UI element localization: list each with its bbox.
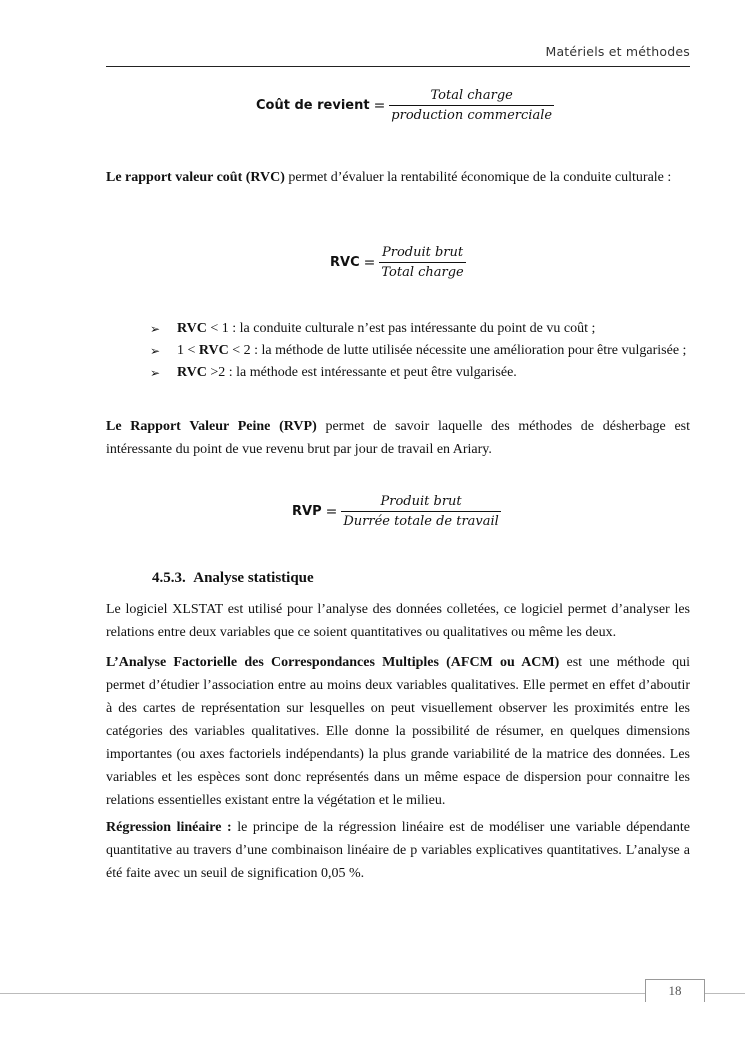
xlstat-paragraph: Le logiciel XLSTAT est utilisé pour l’analyse des données colletées, ce logiciel permet d’analyser les relations entre deux variables que ce soient quantitatives ou qualitatives ou même les deux.: [106, 602, 690, 640]
section-number: 4.5.3.: [152, 570, 186, 586]
afcm-paragraph: [106, 651, 690, 812]
equals-sign: =: [363, 254, 376, 271]
formula-label: RVP: [292, 504, 322, 519]
formula-cout-de-revient: [256, 88, 554, 123]
regression-term: Régression linéaire :: [106, 820, 232, 835]
rvc-criteria-list: [150, 318, 690, 384]
denominator: Total charge: [379, 262, 465, 280]
numerator: Produit brut: [380, 494, 462, 509]
running-header: Matériels et méthodes: [545, 44, 690, 59]
list-item: [150, 318, 690, 340]
regression-paragraph: [106, 816, 690, 885]
bullet-term: RVC: [177, 365, 207, 380]
formula-rvp: [292, 494, 501, 529]
bullet-term: RVC: [177, 321, 207, 336]
header-rule: [106, 66, 690, 67]
fraction: [379, 245, 465, 280]
bullet-text: < 2 : la méthode de lutte utilisée nécessite une amélioration pour être vulgarisée ;: [228, 343, 687, 358]
rvc-intro-paragraph: [106, 166, 690, 189]
equals-sign: =: [373, 97, 386, 114]
rvc-intro-text: permet d’évaluer la rentabilité économique de la conduite culturale :: [284, 170, 672, 185]
rvp-term: Le Rapport Valeur Peine (RVP): [106, 419, 317, 434]
list-item: [150, 362, 690, 384]
denominator: Durrée totale de travail: [341, 511, 501, 529]
bullet-term: RVC: [198, 343, 229, 358]
fraction: [341, 494, 501, 529]
rvp-intro-text: permet de savoir laquelle des méthodes de désherbage est intéressante du point de vue revenu brut par jour de travail en Ariary.: [106, 419, 690, 457]
bullet-prefix: 1 <: [177, 343, 199, 358]
page-number: 18: [645, 979, 705, 1002]
section-title: Analyse statistique: [193, 570, 314, 586]
rvp-intro-paragraph: [106, 415, 690, 461]
arrow-bullet-icon: ➢: [150, 366, 161, 380]
afcm-term: L’Analyse Factorielle des Correspondances Multiples (AFCM ou ACM): [106, 655, 560, 670]
denominator: production commerciale: [389, 105, 554, 123]
numerator: Total charge: [430, 88, 513, 103]
formula-label: Coût de revient: [256, 98, 370, 113]
fraction: [389, 88, 554, 123]
regression-text: le principe de la régression linéaire est de modéliser une variable dépendante quantitative au travers d’une combinaison linéaire de p variables explicatives quantitatives. L’analyse a été faite avec un seuil de signification 0,05 %.: [106, 820, 690, 881]
arrow-bullet-icon: ➢: [150, 322, 161, 336]
list-item: [150, 340, 690, 362]
section-heading: [152, 570, 314, 587]
bullet-text: >2 : la méthode est intéressante et peut être vulgarisée.: [206, 365, 517, 380]
arrow-bullet-icon: ➢: [150, 344, 161, 358]
afcm-text: est une méthode qui permet d’étudier l’association entre au moins deux variables qualitatives. Elle permet en effet d’aboutir à des cartes de représentation sur lesquelles on peut visuellement observer les proximités entre les catégories des variables qualitatives. Elle donne la possibilité de résumer, en quelques dimensions importantes (ou axes factoriels indépendants) la plus grande variabilité de la matrice des données. Les variables et les espèces sont donc représentés dans un même espace de dispersion pour connaitre les relations essentielles existant entre la végétation et le milieu.: [106, 655, 690, 808]
bullet-text: < 1 : la conduite culturale n’est pas intéressante du point de vu coût ;: [206, 321, 596, 336]
rvc-term: Le rapport valeur coût (RVC): [106, 170, 285, 185]
numerator: Produit brut: [381, 245, 464, 260]
equals-sign: =: [325, 503, 338, 520]
formula-rvc: [330, 245, 466, 280]
footer-rule: [0, 993, 745, 994]
formula-label: RVC: [330, 255, 360, 270]
